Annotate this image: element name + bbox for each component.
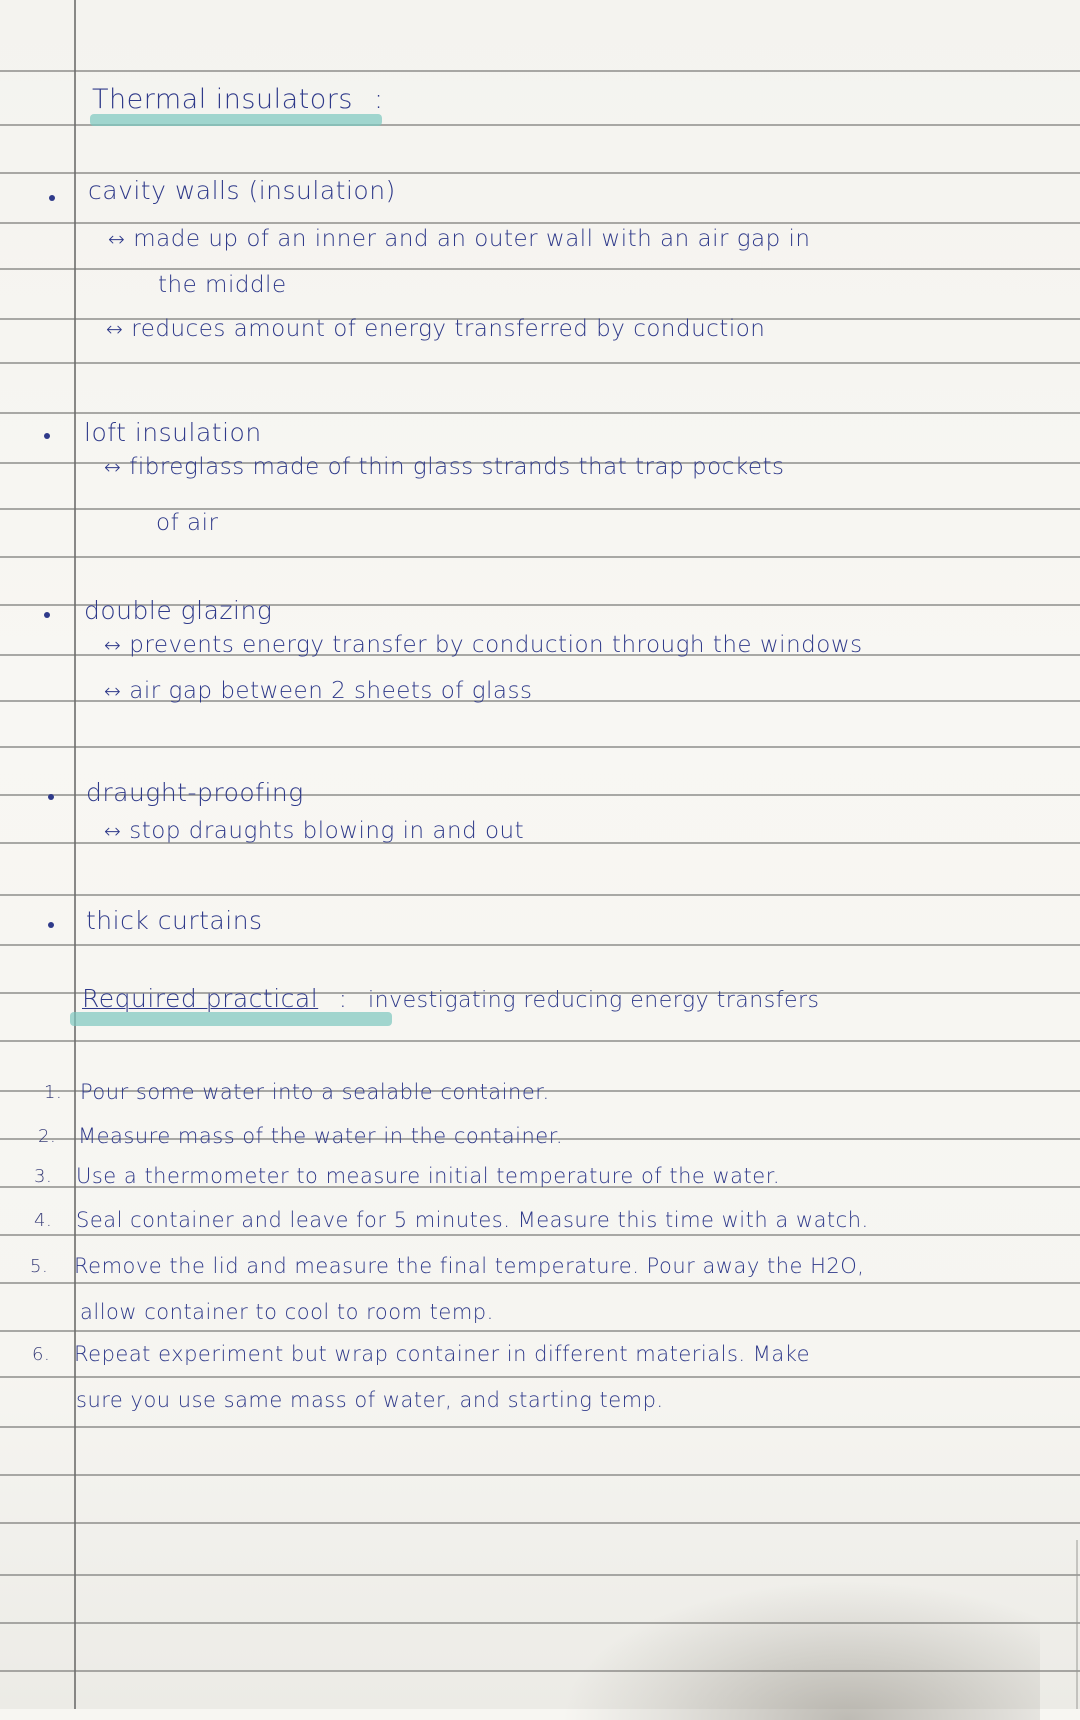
point-text: prevents energy transfer by conduction through the windows (129, 632, 863, 658)
ruled-line (0, 1426, 1080, 1428)
ruled-line (0, 894, 1080, 896)
ruled-line (0, 1474, 1080, 1476)
step-number: 1. (44, 1082, 63, 1103)
item-heading: double glazing (84, 596, 273, 625)
title-highlight (90, 114, 382, 126)
double-arrow-icon: ↔ (104, 455, 122, 479)
photo-shadow (560, 1580, 1040, 1720)
ruled-line (0, 412, 1080, 414)
item-point (104, 818, 524, 844)
double-arrow-icon: ↔ (106, 317, 124, 341)
ruled-line (0, 362, 1080, 364)
ruled-line (0, 1234, 1080, 1236)
step-text: Remove the lid and measure the final temperature. Pour away the H2O, (74, 1254, 865, 1278)
ruled-line (0, 1574, 1080, 1576)
step-number: 2. (38, 1126, 57, 1147)
step-text: Use a thermometer to measure initial temperature of the water. (76, 1164, 781, 1188)
item-heading: loft insulation (84, 418, 262, 447)
ruled-line (0, 268, 1080, 270)
ruled-line (0, 172, 1080, 174)
item-point-continued: the middle (158, 272, 287, 298)
title-colon: : (373, 84, 384, 115)
double-arrow-icon: ↔ (104, 819, 122, 843)
section-subtitle: investigating reducing energy transfers (368, 988, 820, 1013)
item-point (108, 226, 811, 252)
ruled-line (0, 222, 1080, 224)
ruled-line (0, 1376, 1080, 1378)
point-text: reduces amount of energy transferred by conduction (131, 316, 766, 342)
section-title (82, 984, 820, 1013)
step-number: 6. (32, 1344, 51, 1365)
bullet-icon (48, 794, 54, 800)
ruled-line (0, 556, 1080, 558)
item-heading: draught-proofing (86, 778, 304, 807)
item-heading: thick curtains (86, 906, 263, 935)
double-arrow-icon: ↔ (108, 227, 126, 251)
item-heading: cavity walls (insulation) (88, 176, 396, 205)
ruled-line (0, 1282, 1080, 1284)
step-text-continued: sure you use same mass of water, and starting temp. (76, 1388, 664, 1412)
bullet-icon (44, 612, 50, 618)
bullet-icon (49, 195, 55, 201)
point-text: stop draughts blowing in and out (129, 818, 525, 844)
step-text-continued: allow container to cool to room temp. (80, 1300, 494, 1324)
bullet-icon (44, 433, 50, 439)
step-text: Repeat experiment but wrap container in different materials. Make (74, 1342, 811, 1366)
section-title-text: Thermal insulators (92, 84, 353, 115)
ruled-line (0, 1040, 1080, 1042)
page-edge (1076, 1540, 1078, 1709)
title-highlight (70, 1012, 392, 1026)
item-point (104, 632, 863, 658)
title-colon: : (338, 984, 348, 1013)
bullet-icon (48, 922, 54, 928)
ruled-line (0, 1330, 1080, 1332)
section-title (92, 84, 384, 115)
item-point-continued: of air (156, 510, 219, 536)
point-text: air gap between 2 sheets of glass (129, 678, 533, 704)
margin-line (74, 0, 76, 1709)
step-text: Seal container and leave for 5 minutes. Measure this time with a watch. (76, 1208, 869, 1232)
double-arrow-icon: ↔ (104, 679, 122, 703)
item-point (104, 454, 784, 480)
section-title-text: Required practical (82, 984, 319, 1013)
ruled-line (0, 1522, 1080, 1524)
step-text: Measure mass of the water in the container. (78, 1124, 564, 1148)
step-number: 5. (30, 1256, 49, 1277)
point-text: made up of an inner and an outer wall with an air gap in (133, 226, 811, 252)
ruled-line (0, 944, 1080, 946)
item-point (106, 316, 765, 342)
step-number: 4. (34, 1210, 53, 1231)
point-text: fibreglass made of thin glass strands that trap pockets (129, 454, 785, 480)
ruled-line (0, 70, 1080, 72)
ruled-line (0, 746, 1080, 748)
step-number: 3. (34, 1166, 53, 1187)
step-text: Pour some water into a sealable container. (80, 1080, 550, 1104)
double-arrow-icon: ↔ (104, 633, 122, 657)
item-point (104, 678, 532, 704)
